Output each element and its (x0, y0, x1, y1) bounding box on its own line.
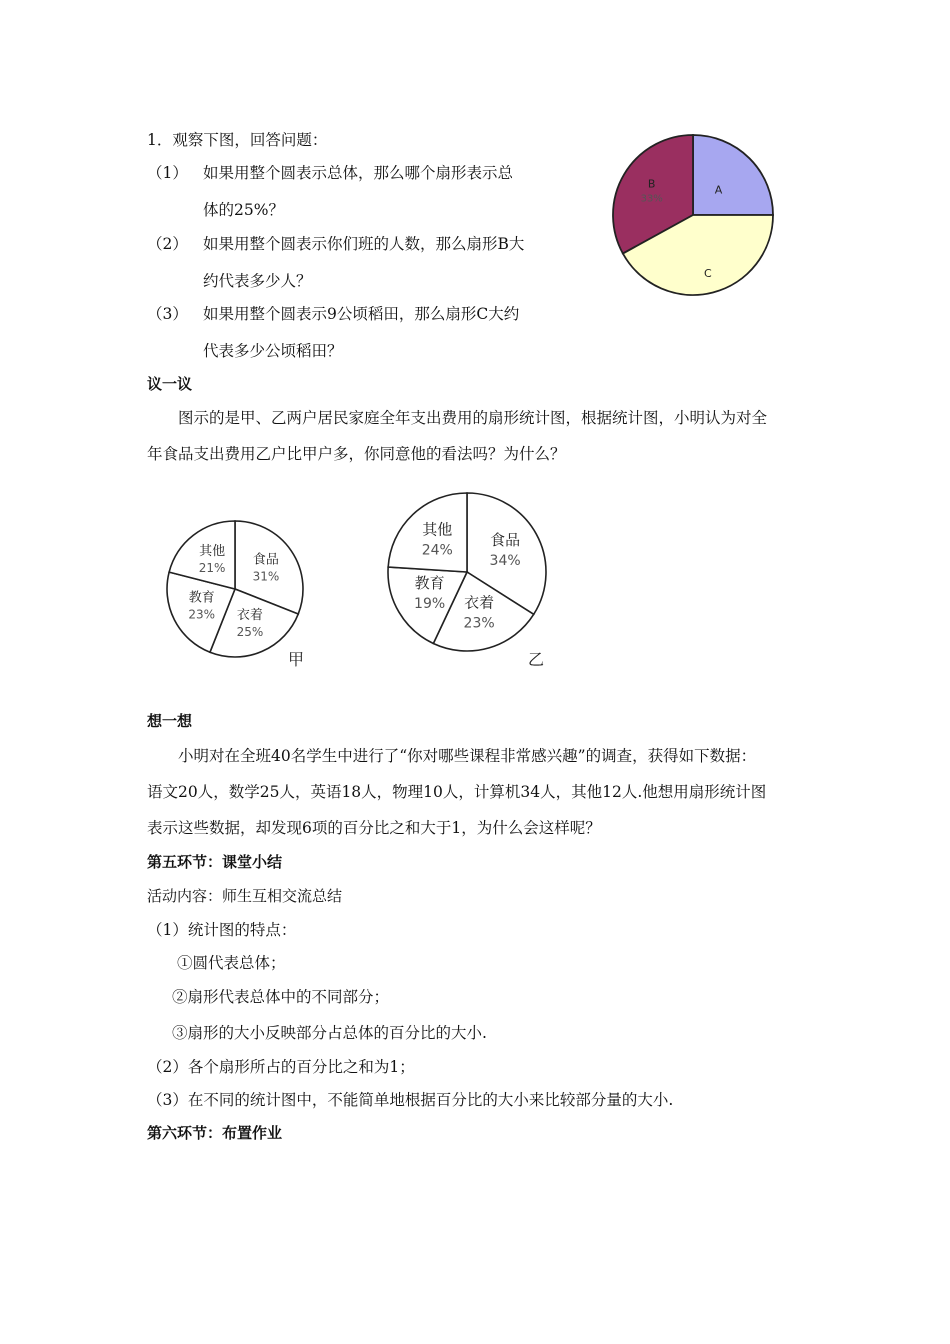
pie-0-label-1: B (647, 177, 656, 191)
pie-2-label-0: 食品 (490, 531, 521, 550)
think-line1: 小明对在全班40名学生中进行了“你对哪些课程非常感兴趣”的调查，获得如下数据： (178, 747, 757, 765)
q1-item3-line2: 代表多少公顷稻田？ (203, 342, 343, 360)
section5-p3: （3）在不同的统计图中，不能简单地根据百分比的大小来比较部分量的大小. (147, 1091, 674, 1109)
pie-2-label-1: 衣着 (464, 593, 495, 612)
pie-0-slice-0 (693, 135, 773, 215)
q1-item2-num: （2） (147, 235, 188, 253)
discuss-para-line2: 年食品支出费用乙户比甲户多，你同意他的看法吗？为什么？ (147, 445, 566, 463)
pie-2-label-2: 教育 (414, 574, 445, 593)
pie-1-percent-0: 31% (252, 569, 280, 584)
think-line3: 表示这些数据，却发现6项的百分比之和大于1，为什么会这样呢？ (147, 819, 601, 837)
pie-2-caption: 乙 (528, 650, 545, 669)
pie-1-label-3: 其他 (199, 543, 226, 559)
q1-item2-line2: 约代表多少人？ (203, 272, 312, 290)
q1-item2-line1: 如果用整个圆表示你们班的人数，那么扇形B大 (203, 235, 525, 253)
q1-intro: 1．观察下图，回答问题： (147, 131, 328, 149)
section5-s1: ①圆代表总体； (177, 954, 286, 972)
discuss-para-line1: 图示的是甲、乙两户居民家庭全年支出费用的扇形统计图，根据统计图，小明认为对全 (178, 409, 768, 427)
pie-2-percent-2: 19% (414, 596, 446, 613)
pie-2-label-3: 其他 (422, 520, 453, 539)
section5-p2: （2）各个扇形所占的百分比之和为1； (147, 1058, 415, 1076)
section5-heading: 第五环节：课堂小结 (147, 853, 283, 871)
pie-1-label-0: 食品 (252, 552, 279, 568)
section5-s2: ②扇形代表总体中的不同部分； (172, 988, 390, 1006)
section5-s3: ③扇形的大小反映部分占总体的百分比的大小. (172, 1024, 487, 1042)
pie-2-percent-1: 23% (463, 615, 495, 632)
pie-0-label-2: C (704, 267, 712, 281)
pie-1-label-1: 衣着 (236, 607, 263, 623)
think-line2: 语文20人，数学25人，英语18人，物理10人，计算机34人，其他12人.他想用扇形统计图 (147, 783, 767, 801)
q1-item3-num: （3） (147, 305, 188, 323)
q1-item1-line2: 体的25%？ (203, 201, 284, 219)
pie-1-label-2: 教育 (188, 590, 215, 606)
abc-pie-chart (605, 133, 785, 303)
q1-item1-num: （1） (147, 164, 188, 182)
section5-activity-text: 活动内容：师生互相交流总结 (147, 887, 343, 905)
yi-pie-chart (380, 485, 560, 670)
pie-1-percent-3: 21% (198, 560, 226, 575)
q1-item3-line1: 如果用整个圆表示9公顷稻田，那么扇形C大约 (203, 305, 520, 323)
pie-2-percent-0: 34% (489, 553, 521, 570)
pie-1-caption: 甲 (288, 650, 305, 669)
pie-0-label-0: A (714, 183, 723, 197)
pie-1-percent-1: 25% (236, 624, 264, 639)
discuss-heading: 议一议 (147, 375, 193, 393)
pie-2-percent-3: 24% (421, 542, 453, 559)
pie-1-percent-2: 23% (188, 607, 216, 622)
q1-item1-line1: 如果用整个圆表示总体，那么哪个扇形表示总 (203, 164, 514, 182)
think-heading: 想一想 (147, 712, 193, 730)
pie-0-percent-1: 33% (640, 193, 663, 205)
section6-heading: 第六环节：布置作业 (147, 1124, 283, 1142)
section5-p1: （1）统计图的特点： (147, 921, 297, 939)
jia-pie-chart (160, 512, 320, 672)
section5-activity (147, 885, 342, 906)
